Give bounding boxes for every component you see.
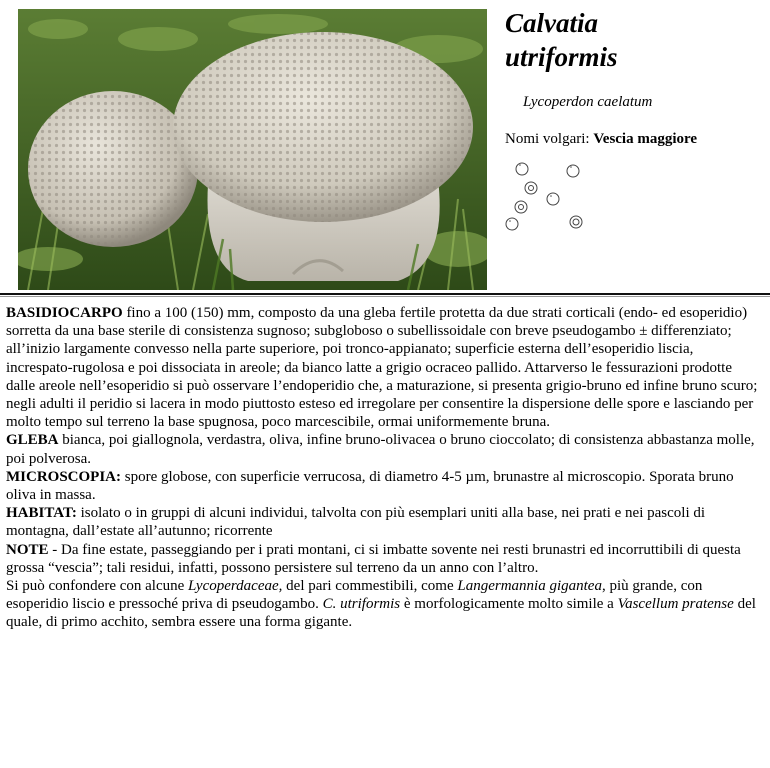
spore [570,216,582,228]
separator-line [0,293,770,295]
section-microscopia [6,468,758,504]
title-species: utriformis [505,42,618,72]
taxon-name: Langermannia gigantea [457,578,602,595]
section-gleba [6,431,758,467]
confusion-text: del quale, di primo acchito, sembra essere una forma gigante. [6,596,756,631]
confusion-text: , più grande, con esoperidio liscio e pressoché priva di pseudogambo. [6,578,703,613]
common-names [505,130,697,149]
mushroom-photo [18,9,487,290]
taxon-name: Lycoperdaceae, [188,578,283,595]
section-label: MICROSCOPIA: [6,468,121,485]
confusion-text: è morfologicamente molto simile a [400,596,618,613]
section-text: bianca, poi giallognola, verdastra, oliva, infine bruno-olivacea o bruno cioccolato; di consistenza abbastanza molle, poi polverosa. [6,432,755,467]
description-body [6,304,758,632]
section-label: HABITAT: [6,505,77,522]
common-names-label: Nomi volgari: [505,131,590,147]
spore [567,165,579,177]
section-confusion [6,577,758,632]
section-text: isolato o in gruppi di alcuni individui, talvolta con più esemplari uniti alla base, nei prati e nei pascoli di montagna, dall’estate all’autunno; ricorrente [6,505,706,540]
common-name-value: Vescia maggiore [593,131,698,147]
separator-line-shadow [0,296,770,297]
spore [515,201,527,213]
spore-drawing [500,152,600,242]
spore [519,205,524,210]
section-habitat [6,504,758,540]
title-genus: Calvatia [505,8,598,38]
spore [516,163,528,175]
synonym: Lycoperdon caelatum [523,94,653,110]
section-text: fino a 100 (150) mm, composto da una gleba fertile protetta da due strati corticali (endo- ed esoperidio) sorretta da una base sterile di consistenza sugnoso; subgloboso o subellissoidale con breve pseudogambo ± differenziato; all’inizio largamente convesso nella parte superiore, poi tronco-appianato; superficie esterna dell’esoperidio liscia, increspato-rugolosa e poi dissociata in areole; da bianco latte a grigio ocraceo pallido. Attarverso le fessurazioni prodotte dalle areole nell’esoperidio si può osservare l’endoperidio che, a maturazione, si presenta grigio-bruno ed infine bruno scuro; negli adulti il peridio si lacera in modo piuttosto esteso ed irregolare per consentire la dispersione delle spore e lasciando per molto tempo sul terreno la base spugnosa, poco marcescibile, ormai uniformemente bruna. [6,305,758,431]
spore [573,219,579,225]
taxon-name: Vascellum pratense [617,596,734,613]
taxon-name: C. utriformis [322,596,401,613]
confusion-text: del pari commestibili, come [282,578,458,595]
spore [506,218,518,230]
section-text: spore globose, con superficie verrucosa, di diametro 4-5 µm, brunastre al microscopio. Sporata bruno oliva in massa. [6,468,734,504]
spore [525,182,537,194]
section-label: NOTE [6,541,49,558]
spore [529,186,534,191]
section-label: GLEBA [6,432,59,449]
confusion-text: Si può confondere con alcune [6,578,189,595]
section-basidiocarpo [6,304,758,431]
puffball-illustration [18,9,487,290]
section-text: - Da fine estate, passeggiando per i prati montani, ci si imbatte sovente nei resti brunastri ed incorruttibili di questa grossa “vescia”; tali residui, infatti, possono persistere sul terreno da un anno con l’altro. [6,541,741,576]
section-note [6,541,758,577]
species-title [505,6,760,74]
section-label: BASIDIOCARPO [6,305,123,321]
spore [547,193,559,205]
